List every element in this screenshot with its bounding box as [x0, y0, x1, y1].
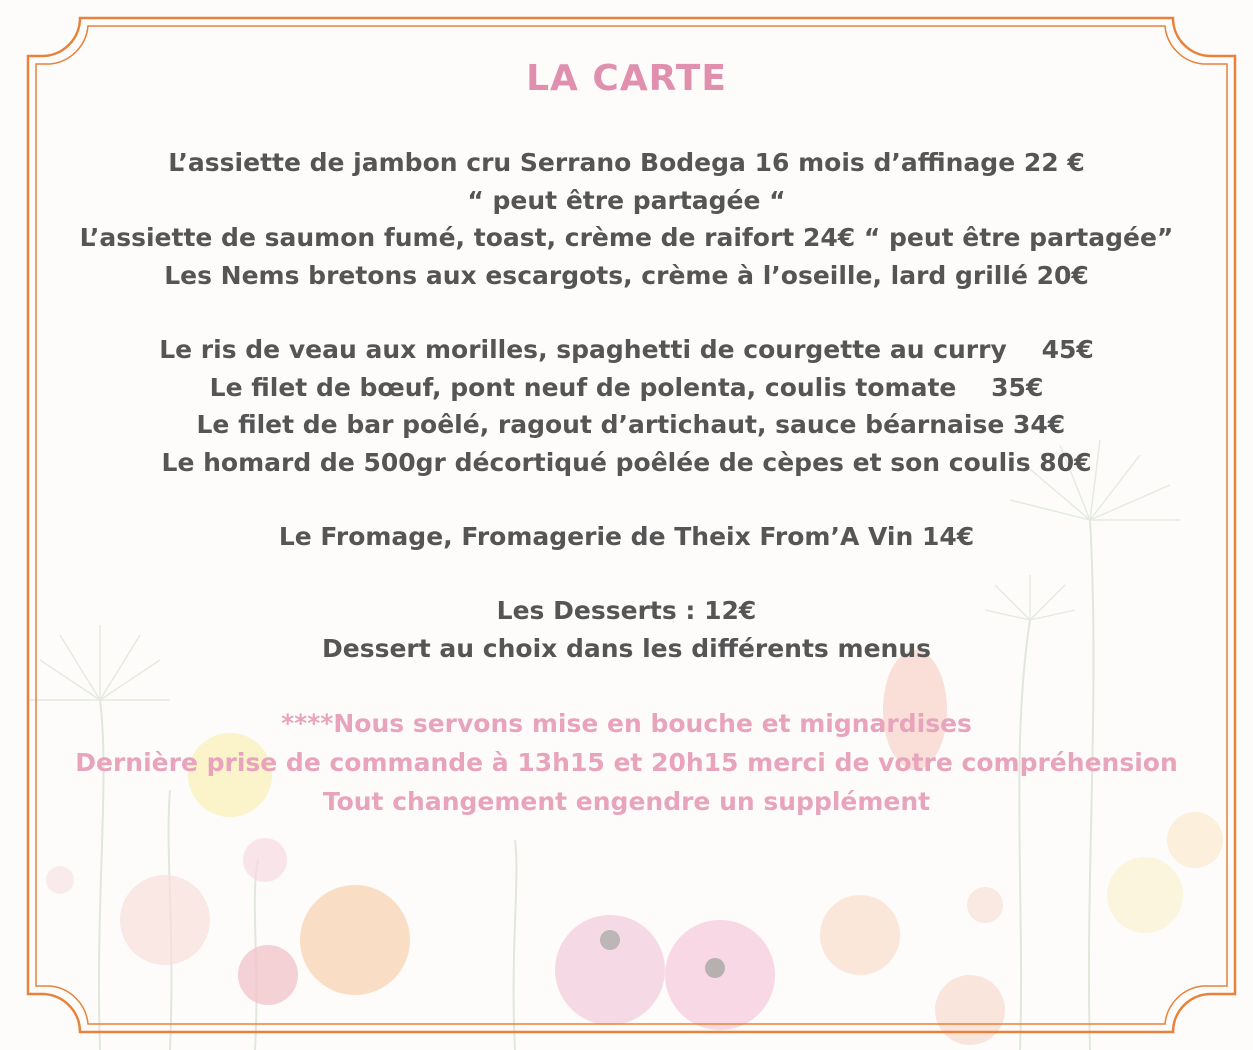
note-line: Dernière prise de commande à 13h15 et 20h15 merci de votre compréhension [75, 748, 1178, 777]
menu-content [60, 0, 1193, 1050]
notes-section [60, 704, 1193, 821]
desserts-detail: Dessert au choix dans les différents menus [322, 633, 931, 663]
desserts-section [60, 592, 1193, 667]
note-line: Tout changement engendre un supplément [322, 787, 931, 816]
mains-section [60, 331, 1193, 481]
menu-item: Le homard de 500gr décortiqué poêlée de cèpes et son coulis 80€ [161, 447, 1092, 477]
menu-item: Le ris de veau aux morilles, spaghetti de courgette au curry 45€ [159, 335, 1094, 364]
menu-item: Le filet de bar poêlé, ragout d’artichaut, sauce béarnaise 34€ [187, 410, 1066, 439]
menu-item: Le filet de bœuf, pont neuf de polenta, coulis tomate 35€ [209, 372, 1044, 402]
menu-title: LA CARTE [526, 58, 727, 99]
menu-item: Le Fromage, Fromagerie de Theix From’A Vin 14€ [278, 522, 975, 551]
note-line: ****Nous servons mise en bouche et mignardises [281, 709, 972, 738]
menu-item: L’assiette de jambon cru Serrano Bodega 16 mois d’affinage 22 € [168, 148, 1085, 177]
cheese-section [60, 518, 1193, 556]
menu-item-note: “ peut être partagée “ [467, 185, 786, 215]
menu-item: L’assiette de saumon fumé, toast, crème de raifort 24€ “ peut être partagée” [79, 223, 1174, 252]
menu-item: Les Nems bretons aux escargots, crème à l’oseille, lard grillé 20€ [164, 260, 1089, 290]
starters-section [60, 144, 1193, 294]
desserts-heading: Les Desserts : 12€ [496, 596, 757, 625]
